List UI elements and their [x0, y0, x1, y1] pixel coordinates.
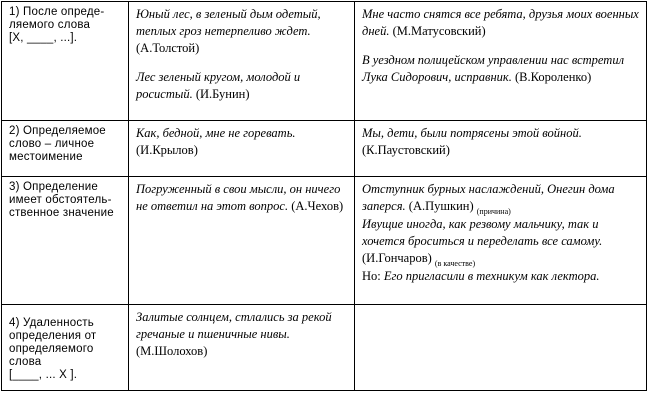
- example-cell: [355, 121, 647, 177]
- rule-label-cell: [2, 177, 129, 305]
- example: Залитые солнцем, стлались за рекой гречаные и пшеничные нивы. (М.Шолохов): [136, 310, 332, 358]
- example: Юный лес, в зеленый дым одетый, теплых гроз нетерпеливо ждет. (А.Толстой): [136, 7, 321, 55]
- rule-label: 2) Определяемое слово – личное местоимение: [9, 125, 106, 163]
- example-cell: [129, 177, 355, 305]
- rule-label-cell: [2, 305, 129, 391]
- example-cell: [355, 2, 647, 121]
- example: Как, бедной, мне не горевать. (И.Крылов): [136, 126, 296, 157]
- empty-cell: [355, 305, 647, 391]
- rule-label-cell: [2, 121, 129, 177]
- rule-label-cell: [2, 2, 129, 121]
- example: Мне часто снятся все ребята, друзья моих военных дней. (М.Матусовский): [362, 7, 639, 38]
- example: Но: Его пригласили в техникум как лектора.: [362, 269, 600, 283]
- table-row: [2, 177, 647, 305]
- example: Отступник бурных наслаждений, Онегин дома заперся. (А.Пушкин) $_{(причина)}$: [362, 182, 615, 216]
- example: Ивущие иногда, как резвому мальчику, так и хочется броситься и переделать все самому. (И.Гончаров) $_{(в качестве)}$: [362, 217, 603, 268]
- rule-label: 1) После опреде- ляемого слова [X, ____, ...].: [9, 6, 122, 45]
- example-cell: [129, 305, 355, 391]
- example: Погруженный в свои мысли, он ничего не ответил на этот вопрос. (А.Чехов): [136, 182, 344, 213]
- example-cell: [129, 121, 355, 177]
- rule-label: 4) Удаленность определения от определяемого слова [____, ... X ].: [9, 317, 122, 382]
- table-row: [2, 121, 647, 177]
- example: Мы, дети, были потрясены этой войной. (К.Паустовский): [362, 126, 582, 157]
- table-row: [2, 305, 647, 391]
- table-row: [2, 2, 647, 121]
- example: В уездном полицейском управлении нас встретил Лука Сидорович, исправник. (В.Короленко): [362, 53, 625, 84]
- example-cell: [355, 177, 647, 305]
- annotation-note: (причина): [476, 207, 511, 216]
- schema-formula: [X, ____, ...].: [9, 32, 78, 44]
- syntax-rules-table: [1, 1, 647, 391]
- schema-formula: [____, ... X ].: [9, 369, 78, 381]
- rule-label: 3) Определение имеет обстоятель- ственное значение: [9, 181, 114, 219]
- example: Лес зеленый кругом, молодой и росистый. (И.Бунин): [136, 70, 301, 101]
- annotation-note: (в качестве): [434, 259, 476, 268]
- example-cell: [129, 2, 355, 121]
